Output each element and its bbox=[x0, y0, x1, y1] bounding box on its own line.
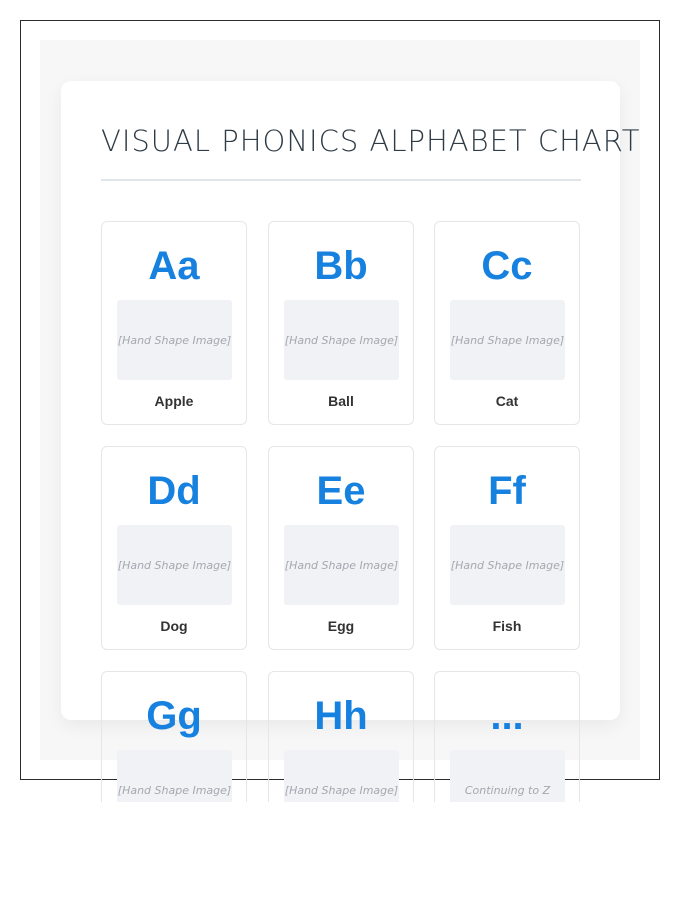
tile-word: Ball bbox=[328, 393, 354, 409]
tile-word: Cat bbox=[495, 393, 519, 409]
page-title: VISUAL PHONICS ALPHABET CHART bbox=[101, 124, 641, 158]
image-placeholder-text: [Hand Shape Image] bbox=[117, 333, 232, 347]
hand-shape-image-placeholder bbox=[117, 300, 232, 380]
image-placeholder-text: [Hand Shape Image] bbox=[117, 783, 232, 797]
letter-tile-a[interactable] bbox=[101, 221, 247, 425]
image-placeholder-text: [Hand Shape Image] bbox=[284, 333, 399, 347]
hand-shape-image-placeholder bbox=[117, 525, 232, 605]
image-placeholder-text: [Hand Shape Image] bbox=[284, 558, 399, 572]
image-placeholder-text: [Hand Shape Image] bbox=[117, 558, 232, 572]
letter-tile-h[interactable] bbox=[268, 671, 414, 802]
letter-tile-f[interactable] bbox=[434, 446, 580, 650]
tile-word: Dog bbox=[160, 618, 188, 634]
tile-word: Egg bbox=[327, 618, 355, 634]
letter-tile-c[interactable] bbox=[434, 221, 580, 425]
tile-letter: Ff bbox=[488, 469, 526, 513]
tile-letter: Bb bbox=[314, 244, 368, 288]
letter-tile-more[interactable] bbox=[434, 671, 580, 802]
tile-letter: Gg bbox=[146, 694, 202, 738]
tile-word: Apple bbox=[154, 393, 194, 409]
hand-shape-image-placeholder bbox=[284, 300, 399, 380]
hand-shape-image-placeholder bbox=[284, 525, 399, 605]
letter-tile-b[interactable] bbox=[268, 221, 414, 425]
letter-tile-d[interactable] bbox=[101, 446, 247, 650]
image-placeholder-text: [Hand Shape Image] bbox=[450, 333, 565, 347]
tile-letter: Ee bbox=[316, 469, 366, 513]
image-placeholder-text: Continuing to Z bbox=[464, 783, 551, 797]
letter-tile-e[interactable] bbox=[268, 446, 414, 650]
hand-shape-image-placeholder bbox=[450, 525, 565, 605]
tile-letter: Dd bbox=[147, 469, 201, 513]
letter-tile-g[interactable] bbox=[101, 671, 247, 802]
hand-shape-image-placeholder bbox=[284, 750, 399, 802]
hand-shape-image-placeholder bbox=[450, 300, 565, 380]
tile-letter: Cc bbox=[481, 244, 533, 288]
tile-letter: ... bbox=[490, 694, 524, 738]
hand-shape-image-placeholder bbox=[117, 750, 232, 802]
tile-letter: Hh bbox=[314, 694, 368, 738]
tile-word: Fish bbox=[492, 618, 522, 634]
image-placeholder-text: [Hand Shape Image] bbox=[284, 783, 399, 797]
image-placeholder-text: [Hand Shape Image] bbox=[450, 558, 565, 572]
tile-letter: Aa bbox=[148, 244, 200, 288]
continuing-placeholder bbox=[450, 750, 565, 802]
